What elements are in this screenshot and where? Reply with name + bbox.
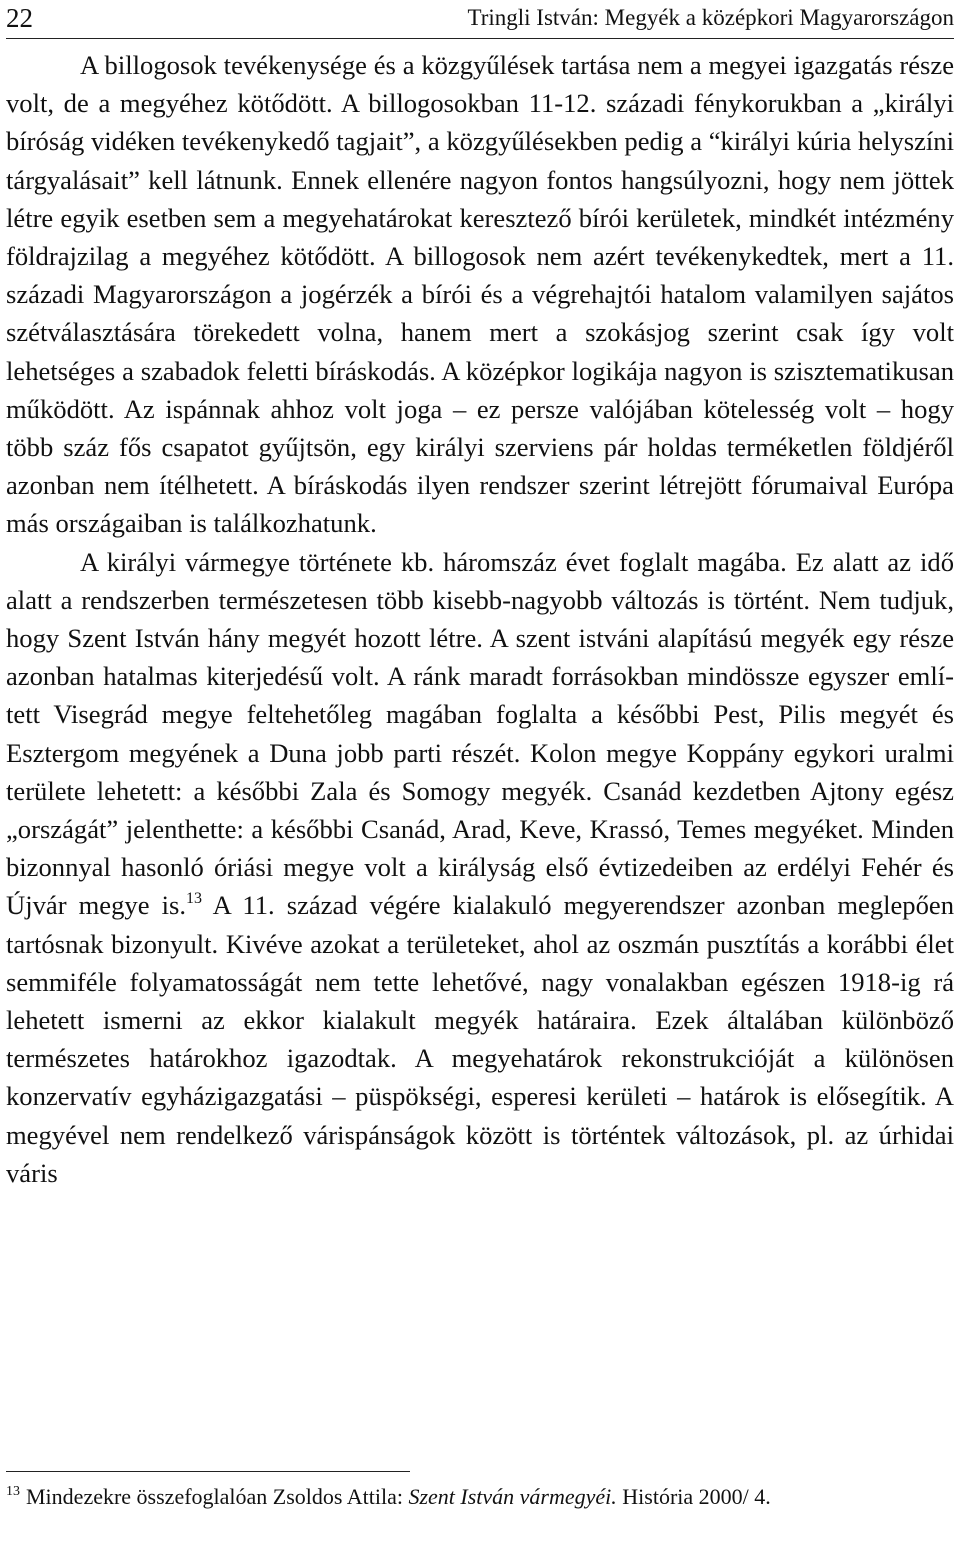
page-header — [6, 0, 954, 39]
footnote-reference[interactable]: 13 — [185, 890, 202, 908]
footnote-source: História 2000/ 4. — [616, 1484, 771, 1509]
footnote-text: Mindezekre összefoglalóan Zsoldos Attila: — [26, 1484, 409, 1509]
body-text — [6, 46, 954, 1192]
footnote-divider — [6, 1471, 410, 1472]
footnote-number: 13 — [6, 1484, 20, 1499]
running-title: Tringli István: Megyék a középkori Magyarországon — [467, 5, 954, 30]
paragraph-2-part-2: A 11. század végére kialakuló megyerendszer azonban meglepően tartósnak bizonyult. Kivéve azokat a területeket, ahol az oszmán pusztítás a korábbi élet semmiféle folyamatosságát nem tette lehetővé, nagy vonalakban egészen 1918-ig rá lehetett ismerni az ekkor kialakult megyék határaira. Ezek általában különböző természetes határokhoz igazodtak. A megyehatárok rekonstrukcióját a különösen konzervatív egyházigazgatási – püspökségi, esperesi kerületi – határok is elősegítik. A megyével nem rendelkező várispánságok között is történtek változások, pl. az úrhidai váris — [6, 890, 955, 1188]
paragraph-1: A billogosok tevékenysége és a közgyűlések tartása nem a megyei igazgatás része volt, de a megyéhez kötődött. A billogosokban 11-12. századi fénykorukban a „királyi bíróság vidéken tevékenykedő tagjait”, a közgyűlésekben pedig a “királyi kúria helyszíni tárgyalásait” kell látnunk. Ennek ellenére nagyon fontos hangsúlyozni, hogy nem jöttek létre egyik esetben sem a megyehatárokat keresztező bírói kerületek, mindkét intézmény földrajzilag a megyéhez kötődött. A billogosok nem azért tevékenykedtek, mert a 11. századi Magyarországon a jogérzék a bírói és a végrehajtói hatalom valamilyen sajátos szétválasztására törekedett volna, hanem mert a szokásjog szerint csak így volt lehetséges a szabadok feletti bíráskodás. A középkor logikája nagyon is szisztematikusan működött. Az ispánnak ahhoz volt joga – ez persze valójában kötelesség volt – hogy több száz fős csapatot gyűjtsön, egy királyi szerviens pár holdas terméketlen földjéről azonban nem ítélhetett. A bíráskodás ilyen rendszer szerint létrejött fórumaival Európa más országaiban is találkozhatunk. — [6, 50, 954, 539]
page-number: 22 — [6, 3, 33, 33]
footnote-title: Szent István vármegyéi. — [408, 1484, 617, 1509]
paragraph-2-part-1: A királyi vármegye története kb. háromszáz évet foglalt magába. Ez alatt az idő alatt a rendszerben természetesen több kisebb-nagyobb változás is történt. Nem tudjuk, hogy Szent István hány megyét hozott létre. A szent istváni alapítású megyék egy része azonban hatalmas kiterjedésű volt. A ránk maradt forrásokban mindössze egyszer említett Visegrád megye feltehetőleg magában foglalta a későbbi Pest, Pilis megyét és Esztergom megyének a Duna jobb parti részét. Kolon megye Koppány egykori uralmi területe lehetett: a későbbi Zala és Somogy megyék. Csanád kezdetben Ajtony egész „országát” jelenthette: a későbbi Csanád, Arad, Keve, Krassó, Temes megyéket. Minden bizonnyal hasonló óriási megye volt a királyság első évtizedeiben az erdélyi Fehér és Újvár megye is. — [6, 546, 954, 921]
footnote — [6, 1482, 954, 1512]
paragraph-2 — [6, 543, 954, 1192]
